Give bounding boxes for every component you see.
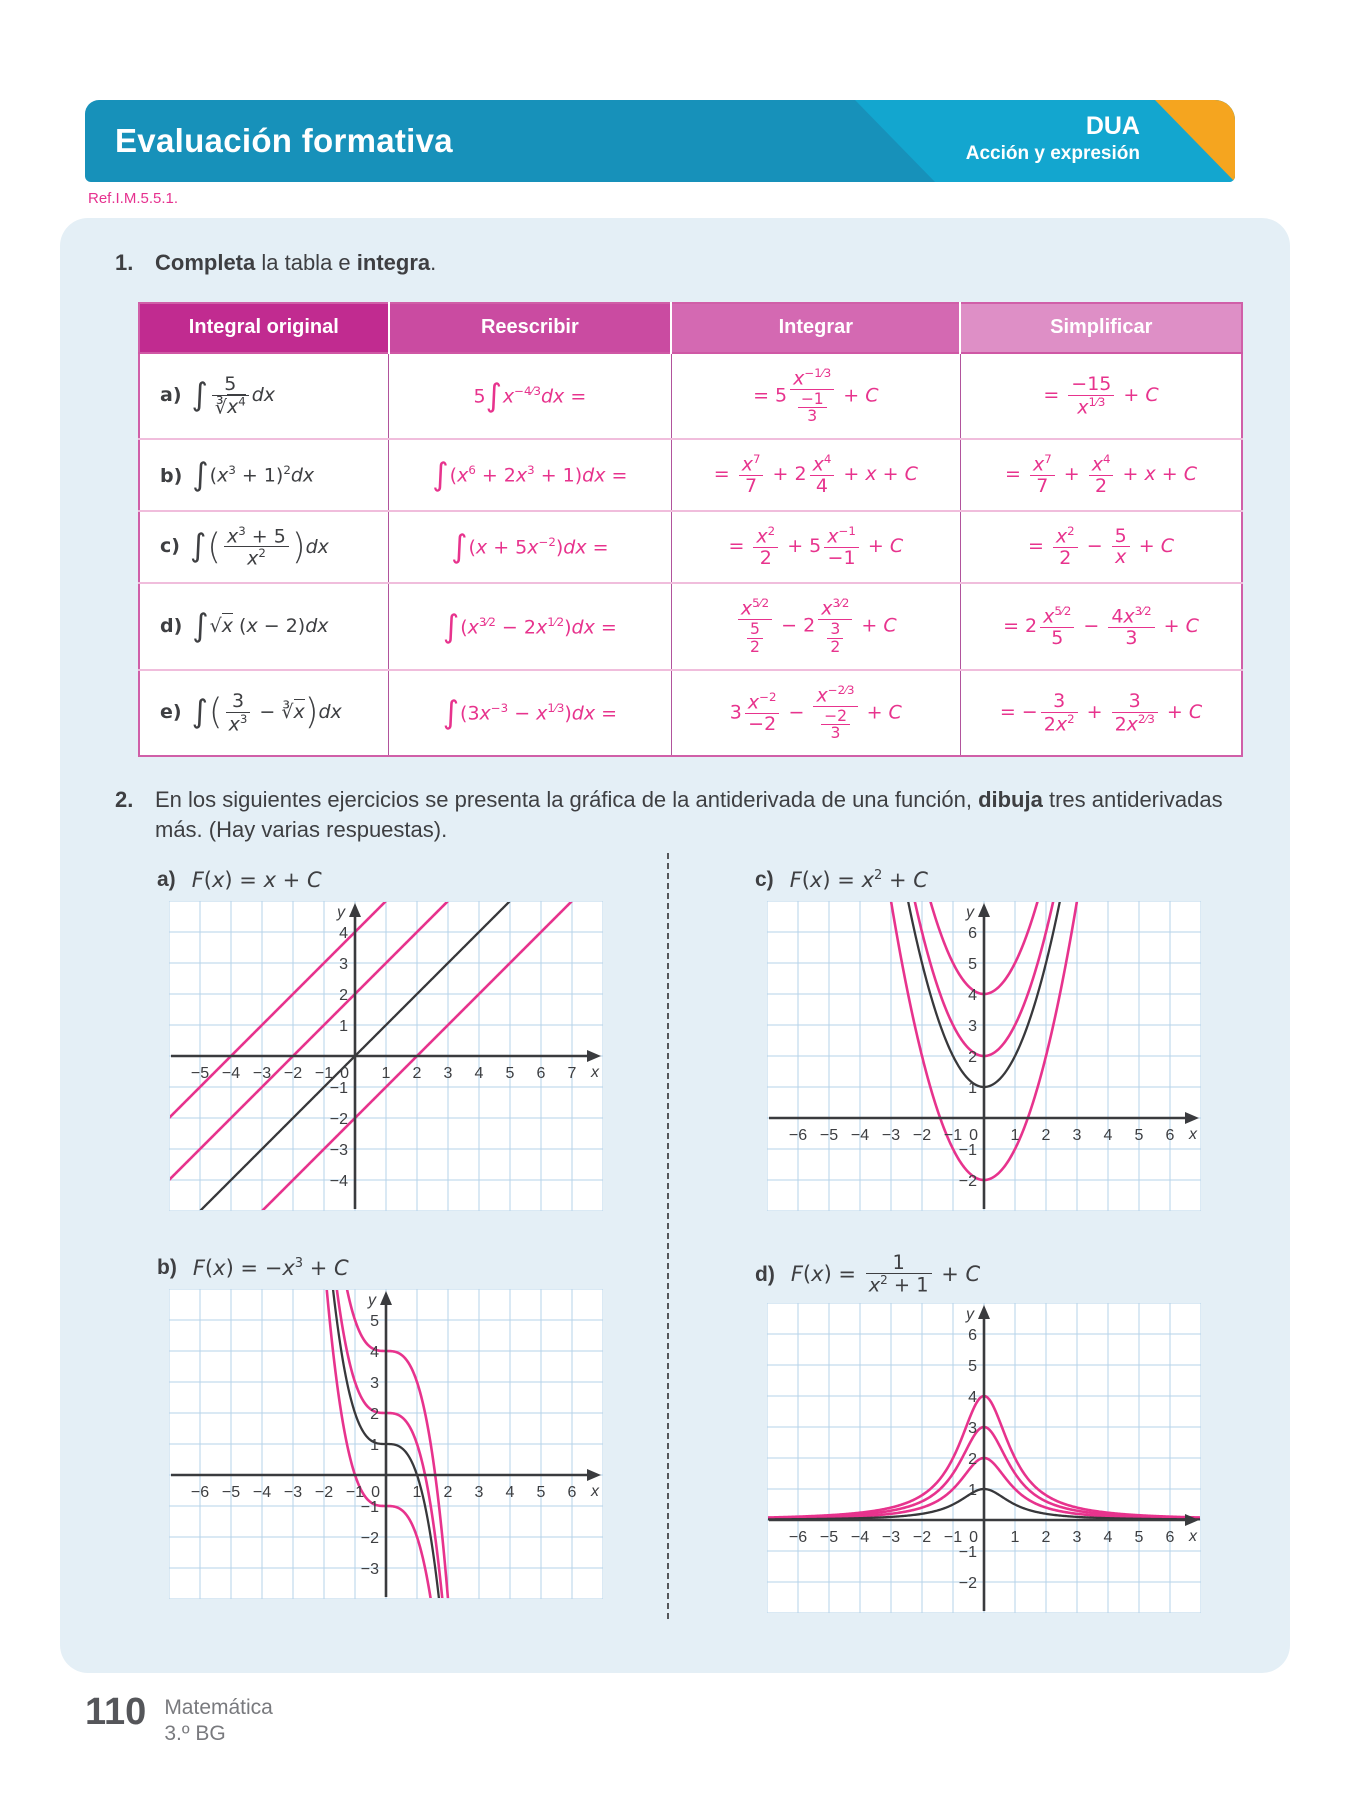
row-label: b) xyxy=(160,464,183,487)
svg-text:−5: −5 xyxy=(190,1064,210,1082)
svg-text:1: 1 xyxy=(968,1481,977,1499)
svg-text:1: 1 xyxy=(339,1017,348,1035)
page-title: Evaluación formativa xyxy=(115,122,453,159)
svg-text:0: 0 xyxy=(969,1126,978,1144)
footer-course-line1: Matemática xyxy=(164,1696,273,1719)
svg-text:1: 1 xyxy=(381,1064,391,1082)
table-row xyxy=(139,511,1242,584)
graph-letter: d) xyxy=(755,1262,775,1286)
cell-simplificar: = 2 $\frac{x^{5⁄2}}{5}$ − $\frac{4x^{3⁄2}}{3}$ + C xyxy=(960,583,1242,669)
svg-text:x: x xyxy=(1189,1527,1197,1545)
graph-canvas-a xyxy=(169,901,603,1211)
svg-text:5: 5 xyxy=(536,1483,546,1501)
svg-text:7: 7 xyxy=(567,1064,577,1082)
svg-text:−2: −2 xyxy=(329,1110,348,1128)
svg-text:5: 5 xyxy=(968,1357,977,1375)
table-header-cell: Reescribir xyxy=(389,303,671,353)
svg-text:3: 3 xyxy=(968,1017,977,1035)
svg-text:−1: −1 xyxy=(958,1543,977,1561)
svg-text:6: 6 xyxy=(968,924,977,942)
svg-text:−3: −3 xyxy=(252,1064,272,1082)
svg-text:−1: −1 xyxy=(329,1079,348,1097)
cell-integrar: = $\frac{x^2}{2}$ + 5 $\frac{x^{-1}}{-1}$ + C xyxy=(671,511,960,584)
row-label: a) xyxy=(160,384,182,407)
graph-block-c xyxy=(670,865,1255,1211)
svg-text:2: 2 xyxy=(339,986,348,1004)
graph-canvas-c xyxy=(767,901,1201,1211)
graph-block-b xyxy=(115,1253,670,1613)
graph-label xyxy=(157,1253,670,1283)
svg-text:−5: −5 xyxy=(221,1483,241,1501)
cell-reescribir: $\int(x^6 + 2x^3 + 1)dx$ = xyxy=(389,439,671,510)
svg-text:2: 2 xyxy=(1041,1126,1051,1144)
svg-text:−2: −2 xyxy=(912,1126,932,1144)
question-1-number: 1. xyxy=(115,250,134,275)
cell-simplificar: = $\frac{-15}{x^{1⁄3}}$ + C xyxy=(960,353,1242,439)
svg-text:−6: −6 xyxy=(190,1483,210,1501)
svg-text:−2: −2 xyxy=(314,1483,334,1501)
svg-text:−3: −3 xyxy=(283,1483,303,1501)
question-2-number: 2. xyxy=(115,787,134,813)
svg-text:3: 3 xyxy=(339,955,348,973)
svg-text:3: 3 xyxy=(1072,1126,1082,1144)
svg-text:5: 5 xyxy=(505,1064,515,1082)
svg-text:−2: −2 xyxy=(958,1574,977,1592)
table-header-cell: Integral original xyxy=(139,303,389,353)
svg-text:−1: −1 xyxy=(943,1126,963,1144)
svg-text:1: 1 xyxy=(968,1079,977,1097)
svg-text:3: 3 xyxy=(968,1419,977,1437)
reference-code: Ref.I.M.5.5.1. xyxy=(88,190,179,207)
svg-text:5: 5 xyxy=(968,955,977,973)
cell-reescribir: $\int(x + 5x^{-2})dx$ = xyxy=(389,511,671,584)
svg-text:6: 6 xyxy=(1165,1528,1175,1546)
table-row xyxy=(139,583,1242,669)
cell-integrar: = 5 $\frac{x^{-1⁄3}}{\frac{-1}{3}}$ + C xyxy=(671,353,960,439)
svg-text:1: 1 xyxy=(1010,1126,1020,1144)
svg-text:5: 5 xyxy=(1134,1126,1144,1144)
svg-text:2: 2 xyxy=(1041,1528,1051,1546)
svg-text:−5: −5 xyxy=(819,1528,839,1546)
svg-text:−4: −4 xyxy=(329,1172,348,1190)
svg-text:5: 5 xyxy=(1134,1528,1144,1546)
svg-text:1: 1 xyxy=(370,1436,379,1454)
dua-badge-subtitle: Acción y expresión xyxy=(965,143,1140,165)
table-row xyxy=(139,439,1242,510)
svg-text:2: 2 xyxy=(968,1048,977,1066)
cell-reescribir: $5\int x^{-4⁄3}dx$ = xyxy=(389,353,671,439)
svg-text:−2: −2 xyxy=(283,1064,303,1082)
svg-text:4: 4 xyxy=(339,924,348,942)
svg-text:6: 6 xyxy=(536,1064,546,1082)
svg-text:5: 5 xyxy=(370,1312,379,1330)
svg-text:−5: −5 xyxy=(819,1126,839,1144)
svg-text:2: 2 xyxy=(370,1405,379,1423)
table-header-row xyxy=(139,303,1242,353)
page-footer xyxy=(85,1693,273,1748)
svg-text:−2: −2 xyxy=(958,1172,977,1190)
graph-label xyxy=(157,865,670,895)
graph-letter: b) xyxy=(157,1255,177,1279)
svg-text:y: y xyxy=(966,903,974,921)
graph-letter: a) xyxy=(157,867,176,891)
cell-integral-original: a) ∫ $\frac{5}{∛x^4}$ dx xyxy=(139,353,389,439)
svg-text:−6: −6 xyxy=(788,1126,808,1144)
svg-text:3: 3 xyxy=(474,1483,484,1501)
svg-text:0: 0 xyxy=(371,1483,380,1501)
cell-simplificar: = $\frac{x^7}{7}$ + $\frac{x^4}{2}$ + x + C xyxy=(960,439,1242,510)
table-header-cell: Integrar xyxy=(671,303,960,353)
svg-text:0: 0 xyxy=(969,1528,978,1546)
svg-text:4: 4 xyxy=(505,1483,515,1501)
svg-text:−1: −1 xyxy=(360,1498,379,1516)
graph-canvas-d xyxy=(767,1303,1201,1613)
svg-text:6: 6 xyxy=(1165,1126,1175,1144)
integrals-table-body xyxy=(139,353,1242,756)
svg-text:x: x xyxy=(1189,1125,1197,1143)
svg-text:4: 4 xyxy=(1103,1126,1113,1144)
svg-text:2: 2 xyxy=(968,1450,977,1468)
svg-text:−4: −4 xyxy=(850,1126,870,1144)
question-1-text: Completa la tabla e integra. xyxy=(155,250,437,275)
svg-text:−4: −4 xyxy=(252,1483,272,1501)
table-row xyxy=(139,353,1242,439)
cell-integrar: $\frac{x^{5⁄2}}{\frac{5}{2}}$ − 2 $\frac{x^{3⁄2}}{\frac{3}{2}}$ + C xyxy=(671,583,960,669)
graphs-grid xyxy=(115,865,1255,1613)
svg-text:−2: −2 xyxy=(360,1529,379,1547)
graph-title: F(x) = $\frac{1}{x^2 + 1}$ + C xyxy=(790,1250,981,1297)
svg-text:4: 4 xyxy=(968,986,977,1004)
graph-block-a xyxy=(115,865,670,1211)
cell-simplificar: = $\frac{x^2}{2}$ − $\frac{5}{x}$ + C xyxy=(960,511,1242,584)
svg-text:−4: −4 xyxy=(850,1528,870,1546)
cell-reescribir: $\int(3x^{-3} - x^{1⁄3})dx$ = xyxy=(389,670,671,756)
svg-text:1: 1 xyxy=(412,1483,422,1501)
cell-integral-original: c) ∫( $\frac{x^3 + 5}{x^2}$ )dx xyxy=(139,511,389,584)
svg-text:2: 2 xyxy=(412,1064,422,1082)
cell-reescribir: $\int(x^{3⁄2} - 2x^{1⁄2})dx$ = xyxy=(389,583,671,669)
svg-text:−1: −1 xyxy=(345,1483,365,1501)
svg-text:y: y xyxy=(368,1291,376,1309)
svg-text:−4: −4 xyxy=(221,1064,241,1082)
graph-title: $F(x) = -x^3 + C$ xyxy=(192,1255,349,1280)
table-row xyxy=(139,670,1242,756)
page-header-banner xyxy=(85,100,1235,182)
svg-text:3: 3 xyxy=(443,1064,453,1082)
section-divider xyxy=(667,853,669,1619)
svg-text:4: 4 xyxy=(474,1064,484,1082)
row-label: e) xyxy=(160,701,182,724)
svg-text:−3: −3 xyxy=(360,1560,379,1578)
svg-text:1: 1 xyxy=(1010,1528,1020,1546)
cell-integral-original: b) $\int(x^3 + 1)^2dx$ xyxy=(139,439,389,510)
svg-text:6: 6 xyxy=(968,1326,977,1344)
question-2-text: En los siguientes ejercicios se presenta la gráfica de la antiderivada de una función, dibuja tres antiderivadas más. (Hay varias respuestas). xyxy=(155,787,1223,842)
footer-page-number: 110 xyxy=(85,1691,147,1733)
svg-text:4: 4 xyxy=(370,1343,379,1361)
cell-integrar: 3 $\frac{x^{-2}}{-2}$ − $\frac{x^{-2⁄3}}{\frac{-2}{3}}$ + C xyxy=(671,670,960,756)
svg-text:4: 4 xyxy=(1103,1528,1113,1546)
svg-text:−3: −3 xyxy=(881,1528,901,1546)
graph-block-d xyxy=(670,1250,1255,1613)
svg-text:3: 3 xyxy=(1072,1528,1082,1546)
svg-text:−1: −1 xyxy=(314,1064,334,1082)
graph-title: $F(x) = x^2 + C$ xyxy=(789,867,928,892)
question-2 xyxy=(115,785,1290,844)
dua-badge xyxy=(966,111,1140,166)
svg-text:6: 6 xyxy=(567,1483,577,1501)
svg-text:−1: −1 xyxy=(958,1141,977,1159)
cell-integral-original: e) ∫( $\frac{3}{x^3}$ − ∛x)dx xyxy=(139,670,389,756)
svg-text:−3: −3 xyxy=(329,1141,348,1159)
content-panel xyxy=(60,218,1290,1673)
integrals-table xyxy=(138,302,1243,757)
graph-label xyxy=(755,865,1255,895)
svg-text:0: 0 xyxy=(340,1064,349,1082)
graph-letter: c) xyxy=(755,867,774,891)
footer-course-line2: 3.º BG xyxy=(164,1722,226,1746)
table-header-cell: Simplificar xyxy=(960,303,1242,353)
graph-canvas-b xyxy=(169,1289,603,1599)
svg-text:−3: −3 xyxy=(881,1126,901,1144)
svg-text:x: x xyxy=(591,1482,599,1500)
svg-text:y: y xyxy=(337,903,345,921)
dua-badge-title: DUA xyxy=(1085,112,1140,140)
cell-integral-original: d) ∫√x (x − 2)dx xyxy=(139,583,389,669)
svg-text:−1: −1 xyxy=(943,1528,963,1546)
svg-text:2: 2 xyxy=(443,1483,453,1501)
cell-integrar: = $\frac{x^7}{7}$ + 2 $\frac{x^4}{4}$ + x + C xyxy=(671,439,960,510)
svg-text:−2: −2 xyxy=(912,1528,932,1546)
svg-text:y: y xyxy=(966,1305,974,1323)
row-label: d) xyxy=(160,615,183,638)
svg-text:−6: −6 xyxy=(788,1528,808,1546)
footer-course xyxy=(164,1693,273,1748)
svg-text:4: 4 xyxy=(968,1388,977,1406)
graph-title: F(x) = x + C xyxy=(191,867,322,892)
cell-simplificar: = − $\frac{3}{2x^2}$ + $\frac{3}{2x^{2⁄3}}$ + C xyxy=(960,670,1242,756)
row-label: c) xyxy=(160,535,180,558)
svg-text:x: x xyxy=(591,1063,599,1081)
question-1 xyxy=(115,248,1290,278)
svg-text:3: 3 xyxy=(370,1374,379,1392)
graph-label xyxy=(755,1250,1255,1297)
